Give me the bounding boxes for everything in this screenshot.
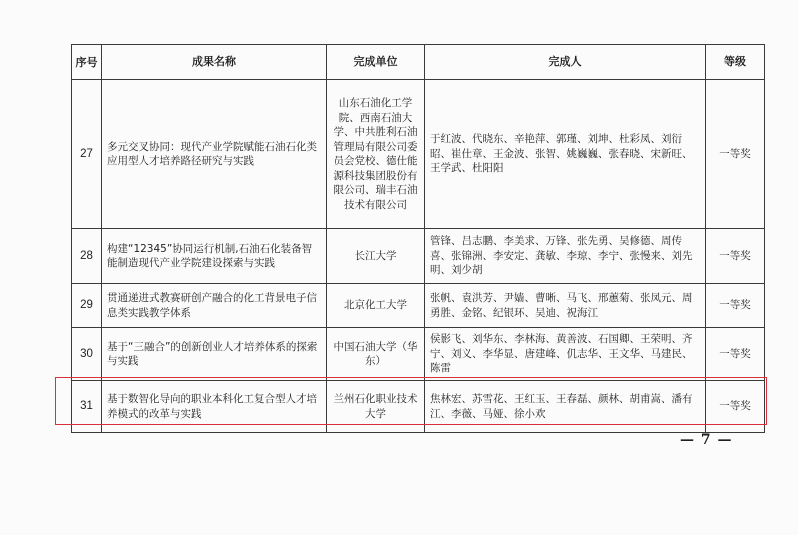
row-achievement-name: 贯通递进式教赛研创产融合的化工背景电子信息类实践教学体系 [102,284,327,328]
header-level: 等级 [706,45,765,80]
row-completers: 侯影飞、刘华东、李林海、黄善波、石国卿、王荣明、齐宁、刘义、李华显、唐建峰、仉志华、王文华、马建民、陈雷 [425,328,706,381]
row-serial-number: 27 [72,80,102,229]
table-row [72,80,765,229]
row-completing-unit: 北京化工大学 [327,284,425,328]
table-header-row [72,45,765,80]
header-achievement-name: 成果名称 [102,45,327,80]
row-completing-unit: 山东石油化工学院、西南石油大学、中共胜利石油管理局有限公司委员会党校、德仕能源科技集团股份有限公司、瑞丰石油技术有限公司 [327,80,425,229]
row-completing-unit: 兰州石化职业技术大学 [327,381,425,433]
table-row [72,284,765,328]
row-achievement-name: 基于数智化导向的职业本科化工复合型人才培养模式的改革与实践 [102,381,327,433]
table-row [72,328,765,381]
row-achievement-name: 基于“三融合”的创新创业人才培养体系的探索与实践 [102,328,327,381]
table-row-highlighted [72,381,765,433]
header-serial-number: 序号 [72,45,102,80]
row-achievement-name: 构建“12345”协同运行机制,石油石化装备智能制造现代产业学院建设探索与实践 [102,229,327,284]
row-completing-unit: 长江大学 [327,229,425,284]
row-completers: 焦林宏、苏雪花、王红玉、王春磊、颜林、胡甫嵩、潘有江、李薇、马娅、徐小欢 [425,381,706,433]
row-serial-number: 31 [72,381,102,433]
page-number: — 7 — [680,432,733,448]
awards-table [71,44,765,433]
row-completing-unit: 中国石油大学（华东） [327,328,425,381]
header-completers: 完成人 [425,45,706,80]
row-level: 一等奖 [706,328,765,381]
row-level: 一等奖 [706,229,765,284]
row-level: 一等奖 [706,284,765,328]
row-completers: 于红波、代晓东、辛艳萍、郭瑾、刘坤、杜彩凤、刘衍昭、崔仕章、王金波、张智、姚巍巍、张春晓、宋新旺、王学武、杜阳阳 [425,80,706,229]
row-serial-number: 29 [72,284,102,328]
table-row [72,229,765,284]
row-achievement-name: 多元交叉协同：现代产业学院赋能石油石化类应用型人才培养路径研究与实践 [102,80,327,229]
row-level: 一等奖 [706,80,765,229]
row-completers: 管锋、吕志鹏、李美求、万锋、张先勇、吴修德、周传喜、张锦洲、李安定、龚敏、李琼、李宁、张慢来、刘先明、刘少胡 [425,229,706,284]
row-level: 一等奖 [706,381,765,433]
row-completers: 张帆、袁洪芳、尹嫱、曹晰、马飞、邢蕙菊、张凤元、周勇胜、金铭、纪银环、吴迪、祝海江 [425,284,706,328]
row-serial-number: 28 [72,229,102,284]
header-completing-unit: 完成单位 [327,45,425,80]
row-serial-number: 30 [72,328,102,381]
